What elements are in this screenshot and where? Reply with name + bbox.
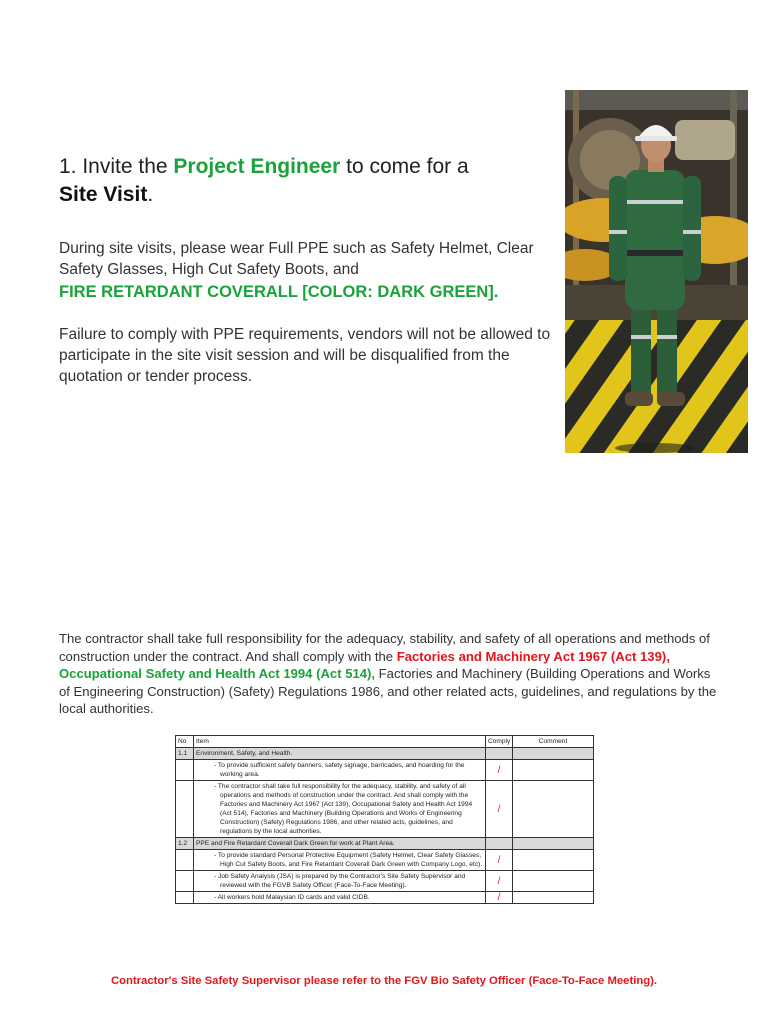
ppe-text: During site visits, please wear Full PPE such as Safety Helmet, Clear Safety Glasses, High Cut Safety Boots, and	[59, 240, 534, 278]
table-row	[176, 781, 594, 838]
engineer-photo-illustration	[565, 90, 748, 453]
row-comply-mark: /	[486, 850, 513, 871]
table-row	[176, 850, 594, 871]
row-item: - All workers hold Malaysian ID cards and valid CIDB.	[194, 892, 486, 904]
row-item: - Job Safety Analysis (JSA) is prepared by the Contractor's Site Safety Supervisor and reviewed with the FGVB Safety Officer (Face-To-Face Meeting).	[194, 871, 486, 892]
row-comment	[513, 850, 594, 871]
section-row	[176, 748, 594, 760]
section-title: Environment, Safety, and Health.	[194, 748, 486, 760]
contract-text-2: Factories and Machinery (Building Operations and Works of Engineering Construction) (Safety) Regulations 1986, and other related acts, guidelines, and regulations by the local authorities.	[59, 666, 717, 716]
row-comply-mark: /	[486, 892, 513, 904]
header-no: No	[176, 736, 194, 748]
footer-note: Contractor's Site Safety Supervisor please refer to the FGV Bio Safety Officer (Face-To-Face Meeting).	[110, 975, 658, 987]
contract-act-139: Factories and Machinery Act 1967 (Act 139),	[396, 648, 670, 664]
table-row	[176, 760, 594, 781]
page-heading	[59, 153, 549, 209]
heading-middle: to come for a	[340, 155, 469, 178]
header-comply: Comply	[486, 736, 513, 748]
heading-prefix: 1. Invite the	[59, 155, 174, 178]
compliance-checklist-table	[175, 735, 594, 904]
row-comply-mark: /	[486, 871, 513, 892]
table-header-row	[176, 736, 594, 748]
row-item: - To provide standard Personal Protective Equipment (Safety Helmet, Clear Safety Glasses, High Cut Safety Boots, and Fire Retardant Coverall Dark Green with Company Logo, etc).	[194, 850, 486, 871]
section-number: 1.1	[176, 748, 194, 760]
ppe-coverall-highlight: FIRE RETARDANT COVERALL [COLOR: DARK GREEN].	[59, 283, 499, 301]
section-number: 1.2	[176, 838, 194, 850]
table-row	[176, 892, 594, 904]
engineer-photo	[565, 90, 748, 453]
heading-highlight: Project Engineer	[173, 155, 341, 178]
row-comment	[513, 781, 594, 838]
ppe-paragraph	[59, 238, 559, 304]
row-comment	[513, 760, 594, 781]
row-comply-mark: /	[486, 781, 513, 838]
row-comment	[513, 871, 594, 892]
row-item: - To provide sufficient safety banners, safety signage, barricades, and hoarding for the working area.	[194, 760, 486, 781]
header-comment: Comment	[513, 736, 594, 748]
row-item: - The contractor shall take full responsibility for the adequacy, stability, and safety of all operations and methods of construction under the contract. And shall comply with the Factories and Machinery Act 1967 (Act 139), Occupational Safety and Health Act 1994 (Act 514), Factories and Machinery (Building Operations and Works of Engineering Construction) (Safety) Regulations 1986, and other related acts, guidelines, and regulations by the local authorities.	[194, 781, 486, 838]
contract-text-1: The contractor shall take full responsibility for the adequacy, stability, and safety of all operations and methods of construction under the contract. And shall comply with the	[59, 631, 710, 664]
table-row	[176, 871, 594, 892]
heading-bold: Site Visit	[59, 183, 148, 206]
row-comment	[513, 892, 594, 904]
row-comply-mark: /	[486, 760, 513, 781]
contract-act-514: Occupational Safety and Health Act 1994 (Act 514),	[59, 666, 376, 681]
header-item: Item	[194, 736, 486, 748]
section-row	[176, 838, 594, 850]
heading-suffix: .	[147, 183, 154, 206]
contract-paragraph	[59, 630, 719, 718]
failure-paragraph: Failure to comply with PPE requirements, vendors will not be allowed to participate in the site visit session and will be disqualified from the quotation or tender process.	[59, 326, 551, 385]
section-title: PPE and Fire Retardant Coverall Dark Green for work at Plant Area.	[194, 838, 486, 850]
